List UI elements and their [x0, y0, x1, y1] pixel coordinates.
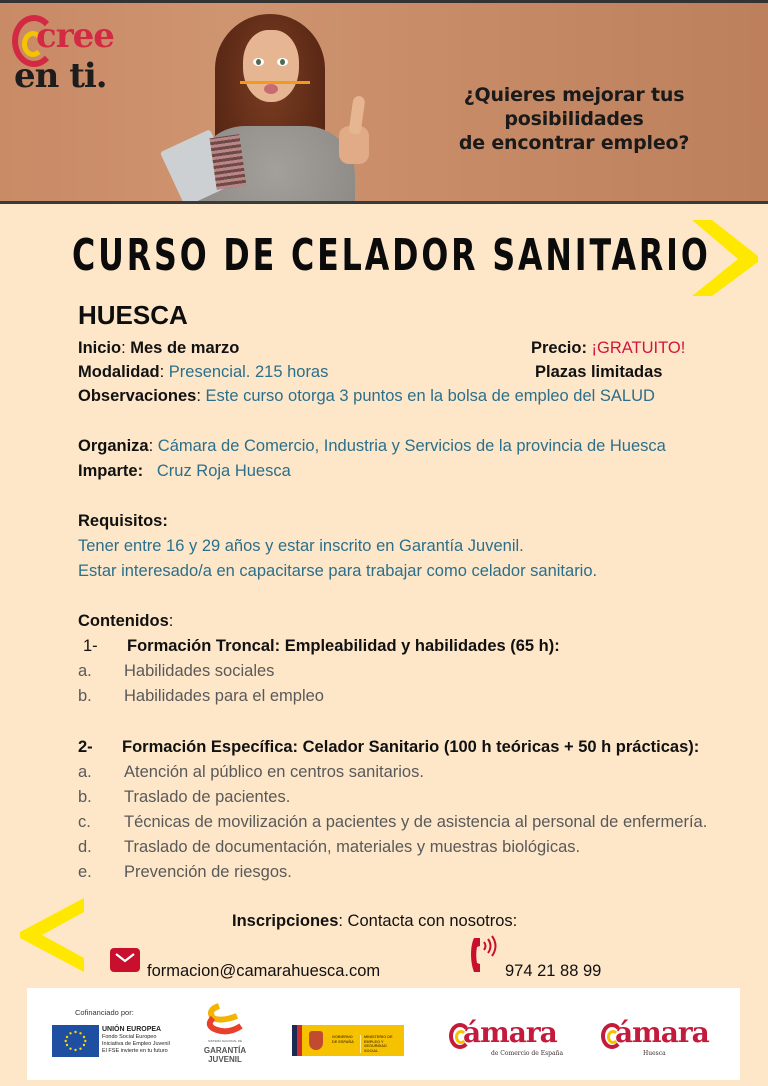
eu-title: UNIÓN EUROPEA [102, 1026, 162, 1033]
list-item-text: Traslado de pacientes. [124, 788, 291, 806]
logo-text-cree: cree [36, 16, 114, 56]
list-item [78, 686, 324, 706]
modalidad-row: Modalidad: Presencial. 215 horas [78, 363, 329, 381]
list-letter: b. [78, 687, 92, 705]
coat-of-arms-icon [309, 1031, 323, 1050]
cree-en-ti-logo [12, 15, 122, 95]
camara-espana-sub: de Comercio de España [491, 1050, 564, 1057]
imparte-row [78, 461, 291, 481]
sponsors-footer [27, 988, 740, 1080]
imparte-label: Imparte: [78, 462, 144, 480]
list-item-text: Técnicas de movilización a pacientes y de asistencia al personal de enfermería. [124, 813, 708, 831]
garantia-swoosh-icon [199, 1002, 251, 1038]
garantia-text [199, 1037, 251, 1064]
list-item-text: Atención al público en centros sanitarios. [124, 763, 424, 781]
city-heading: HUESCA [78, 300, 188, 330]
precio-row [531, 338, 685, 358]
lips [264, 84, 278, 94]
organiza-value: Cámara de Comercio, Industria y Servicios de la provincia de Huesca [157, 437, 666, 455]
observaciones-label: Observaciones [78, 387, 197, 405]
list-item [78, 837, 580, 857]
eye-left [253, 58, 264, 66]
list-item [78, 661, 274, 681]
observaciones-value: Este curso otorga 3 puntos en la bolsa de empleo del SALUD [205, 387, 655, 405]
list-letter: a. [78, 662, 92, 680]
inscripciones-text: Contacta con nosotros: [347, 912, 518, 930]
camara-espana-name: ámara [463, 1016, 557, 1049]
chevron-right-icon [690, 218, 760, 298]
hero-question-line1: ¿Quieres mejorar tus posibilidades [463, 84, 685, 130]
observaciones-row: Observaciones: Este curso otorga 3 puntos en la bolsa de empleo del SALUD [78, 387, 655, 405]
list-item-text: Traslado de documentación, materiales y muestras biológicas. [124, 838, 581, 856]
gobierno-espana-logo [292, 1025, 404, 1056]
list-letter: d. [78, 838, 92, 856]
contenidos-heading-row: Contenidos: [78, 612, 174, 630]
section-2-title: Formación Específica: Celador Sanitario (100 h teóricas + 50 h prácticas): [122, 738, 700, 756]
garantia-line0: SISTEMA NACIONAL DE [207, 1039, 243, 1043]
list-item-text: Habilidades para el empleo [124, 687, 324, 705]
list-item-text: Habilidades sociales [124, 662, 275, 680]
section-1-title-row [83, 636, 560, 656]
hero-question [394, 83, 754, 155]
camara-huesca-name: ámara [615, 1016, 709, 1049]
contenidos-heading: Contenidos [78, 612, 169, 630]
email-link[interactable]: formacion@camarahuesca.com [147, 962, 381, 980]
garantia-line2: JUVENIL [208, 1055, 242, 1064]
camara-huesca-sub: Huesca [643, 1050, 666, 1057]
list-letter: e. [78, 863, 92, 881]
hero-question-line2: de encontrar empleo? [458, 132, 690, 154]
inicio-label: Inicio [78, 339, 122, 357]
phone-number[interactable]: 974 21 88 99 [505, 962, 602, 980]
organiza-row: Organiza: Cámara de Comercio, Industria y Servicios de la provincia de Huesca [78, 437, 666, 455]
precio-value: ¡GRATUITO! [591, 339, 686, 357]
inscripciones-label: Inscripciones [232, 912, 339, 930]
garantia-juvenil-logo [199, 1002, 251, 1064]
eu-text [102, 1026, 170, 1055]
organiza-label: Organiza [78, 437, 149, 455]
gov-text-1: GOBIERNO DE ESPAÑA [332, 1035, 354, 1044]
precio-label: Precio: [531, 339, 587, 357]
garantia-line1: GARANTÍA [203, 1046, 247, 1055]
requisito-item: Tener entre 16 y 29 años y estar inscrito en Garantía Juvenil. [78, 537, 524, 555]
section-1-number: 1- [83, 637, 98, 655]
inscripciones-row: Inscripciones: Contacta con nosotros: [232, 912, 518, 930]
eu-line1: Fondo Social Europeo [102, 1034, 157, 1040]
phone-ringing-icon [468, 932, 504, 978]
section-2-number: 2- [78, 738, 93, 756]
section-1-title: Formación Troncal: Empleabilidad y habilidades (65 h): [127, 637, 560, 655]
gov-stripe-red [297, 1025, 302, 1056]
list-item [78, 862, 292, 882]
modalidad-label: Modalidad [78, 363, 160, 381]
chevron-left-icon [18, 896, 86, 974]
eu-line2: Iniciativa de Empleo Juvenil [102, 1041, 170, 1047]
section-2-title-row [78, 737, 699, 757]
list-item-text: Prevención de riesgos. [124, 863, 292, 881]
list-letter: c. [78, 813, 91, 831]
inicio-value: Mes de marzo [130, 339, 240, 357]
camara-huesca-logo [601, 1016, 731, 1066]
inicio-row: Inicio: Mes de marzo [78, 339, 240, 357]
cofinanciado-label: Cofinanciado por: [75, 1008, 134, 1017]
hero-banner [0, 0, 768, 204]
eye-right [277, 58, 288, 66]
logo-text-en-ti: en ti. [14, 56, 107, 96]
face-shape [243, 30, 299, 102]
imparte-value: Cruz Roja Huesca [156, 462, 291, 480]
list-letter: b. [78, 788, 92, 806]
requisitos-heading: Requisitos: [78, 512, 168, 530]
list-letter: a. [78, 763, 92, 781]
list-item [78, 762, 424, 782]
plazas-limitadas: Plazas limitadas [535, 363, 663, 381]
pencil-shape [240, 81, 310, 84]
eu-line3: El FSE invierte en tu futuro [102, 1048, 168, 1054]
envelope-icon [110, 948, 140, 972]
gov-text-2: MINISTERIO DE EMPLEO Y SEGURIDAD SOCIAL [360, 1035, 400, 1053]
list-item [78, 787, 290, 807]
list-item [78, 812, 707, 832]
requisito-item: Estar interesado/a en capacitarse para trabajar como celador sanitario. [78, 562, 598, 580]
camara-espana-logo [449, 1016, 579, 1066]
modalidad-value: Presencial. 215 horas [168, 363, 329, 381]
eu-flag-icon [52, 1025, 99, 1057]
hero-photo-woman [165, 8, 375, 204]
page-title: CURSO DE CELADOR SANITARIO [72, 230, 711, 281]
